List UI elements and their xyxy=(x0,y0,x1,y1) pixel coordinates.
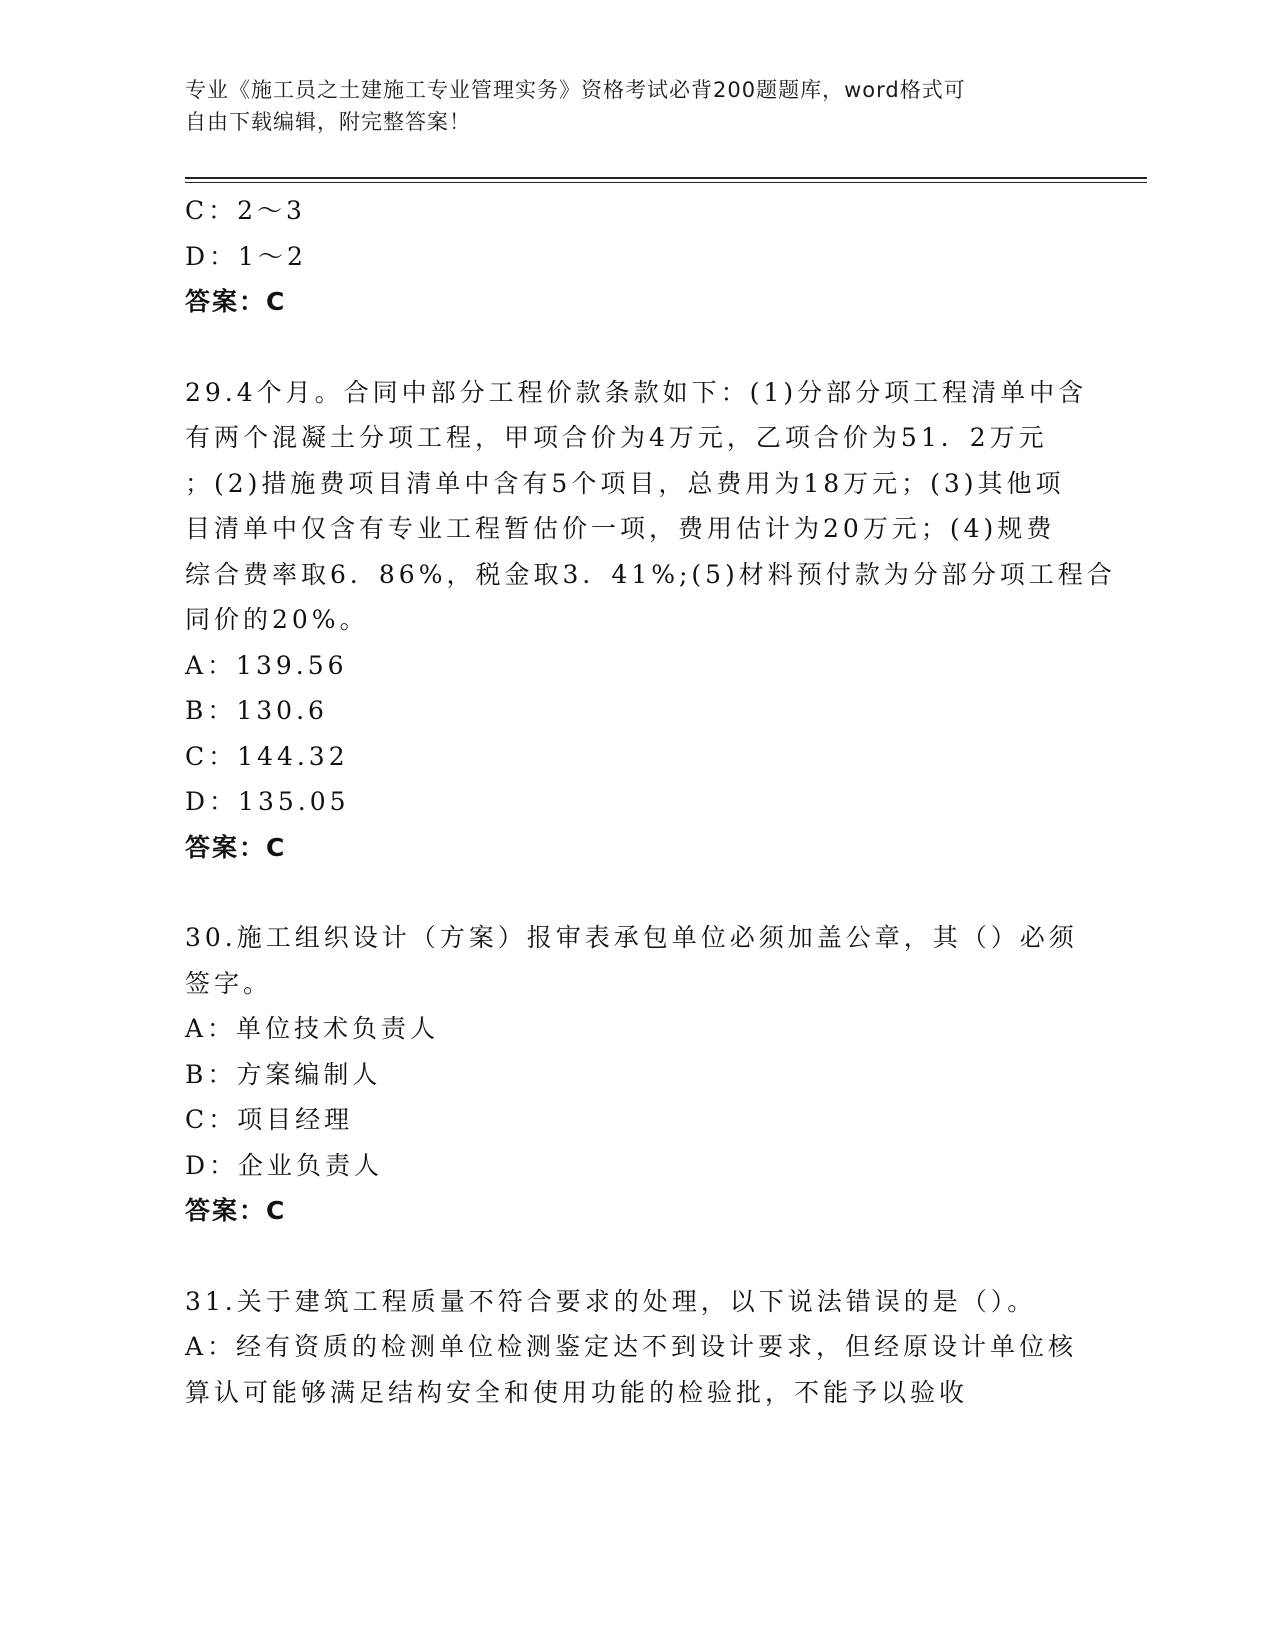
header-line-1: 专业《施工员之土建施工专业管理实务》资格考试必背200题题库，word格式可 xyxy=(185,78,966,102)
question-29 xyxy=(185,370,1116,871)
option-a: A：139.56 xyxy=(185,650,348,680)
option-c: C：项目经理 xyxy=(185,1105,354,1134)
question-28-tail xyxy=(185,188,1085,325)
header-divider-thick xyxy=(185,177,1147,179)
question-text-line: 综合费率取6．86%，税金取3．41%;(5)材料预付款为分部分项工程合 xyxy=(185,559,1116,589)
option-c: C：2～3 xyxy=(185,196,306,225)
answer-line: 答案：C xyxy=(185,287,287,316)
document-header xyxy=(185,74,1065,138)
option-b: B：方案编制人 xyxy=(185,1059,382,1089)
document-body xyxy=(185,188,1116,1415)
option-b: B：130.6 xyxy=(185,696,328,725)
spacer xyxy=(185,1234,1085,1279)
header-divider-thin xyxy=(185,182,1147,183)
answer-line: 答案：C xyxy=(185,832,287,862)
answer-line: 答案：C xyxy=(185,1196,287,1225)
question-text-line: 签字。 xyxy=(185,968,273,998)
question-text-line: 有两个混凝土分项工程，甲项合价为4万元，乙项合价为51．2万元 xyxy=(185,423,1048,452)
spacer xyxy=(185,870,1085,915)
header-line-2: 自由下载编辑，附完整答案！ xyxy=(185,110,471,134)
question-text-line: 30.施工组织设计（方案）报审表承包单位必须加盖公章，其（）必须 xyxy=(185,923,1078,952)
question-text-line: 目清单中仅含有专业工程暂估价一项，费用估计为20万元；(4)规费 xyxy=(185,514,1056,543)
question-text-line: 同价的20%。 xyxy=(185,605,369,634)
option-a: A：单位技术负责人 xyxy=(185,1014,440,1043)
spacer xyxy=(185,325,1085,370)
option-a-line: 算认可能够满足结构安全和使用功能的检验批，不能予以验收 xyxy=(185,1377,969,1407)
question-text-line: ；(2)措施费项目清单中含有5个项目，总费用为18万元；(3)其他项 xyxy=(185,468,1065,498)
question-31 xyxy=(185,1279,1085,1416)
option-d: D：135.05 xyxy=(185,787,350,816)
option-d: D：1～2 xyxy=(185,241,307,271)
option-a-line: A：经有资质的检测单位检测鉴定达不到设计要求，但经原设计单位核 xyxy=(185,1332,1078,1361)
option-d: D：企业负责人 xyxy=(185,1150,384,1180)
option-c: C：144.32 xyxy=(185,741,349,771)
question-30 xyxy=(185,915,1085,1234)
question-text-line: 29.4个月。合同中部分工程价款条款如下：(1)分部分项工程清单中含 xyxy=(185,377,1088,407)
question-text-line: 31.关于建筑工程质量不符合要求的处理，以下说法错误的是（）。 xyxy=(185,1286,1037,1316)
